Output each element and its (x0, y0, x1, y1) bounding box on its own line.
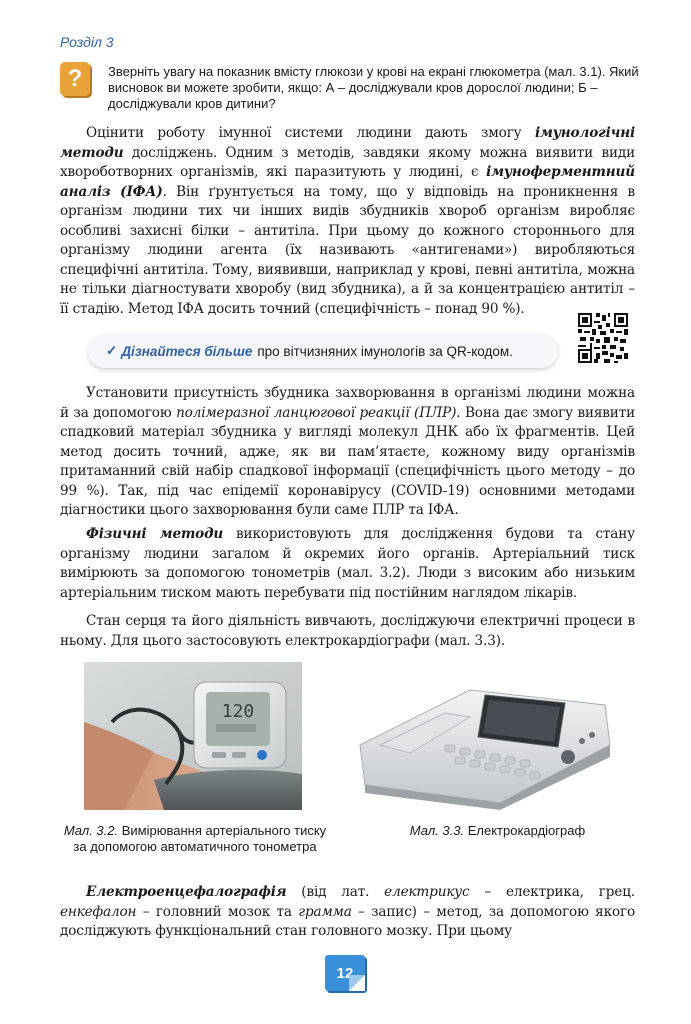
learn-more-label: Дізнайтеся більше (121, 343, 253, 359)
ecg-photo (350, 675, 615, 810)
paragraph-physical-methods: Фізичні методи використовують для дослідження будови та стану організму людини загалом й окремих його органів. Артеріальний тиск вимірюють за допомогою тонометрів (мал. 3.2). Люди з високим або низьким артеріальним тиском мають перебувати під постійним наглядом лікарів. (60, 526, 635, 601)
section-label: Розділ 3 (60, 34, 114, 50)
paragraph-ecg: Стан серця та його діяльність вивчають, досліджуючи електричні процеси в ньому. Для цього застосовують електрокардіографи (мал. 3.3). (60, 613, 635, 649)
learn-more-text: про вітчизняних імунологів за QR-кодом. (257, 343, 513, 359)
tonometer-photo (84, 662, 302, 810)
paragraph-immunological: Оцінити роботу імунної системи людини дають змогу імунологічні методи досліджень. Одним з методів, завдяки якому можна виявити види хвороботворних організмів, які паразитують у людині, є імуноферментний аналіз (ІФА). Він ґрунтується на тому, що у відповідь на проникнення в організм людини тих чи інших видів збудників хвороб організм виробляє особливі захисні білки – антитіла. При цьому до кожного стороннього для організму людини агента (їх називають «антигенами») виробляються специфічні антитіла. Тому, виявивши, наприклад у крові, певні антитіла, можна не тільки діагностувати хворобу (вид збудника), а й за концентрацією антитіл – її стадію. Метод ІФА досить точний (специфічність – понад 90 %). (60, 125, 635, 317)
term-physical-methods: Фізичні методи (86, 526, 224, 542)
question-icon: ? (60, 62, 90, 96)
question-text: Зверніть увагу на показник вмісту глюкози у крові на екрані глюкометра (мал. 3.1). Який висновок ви можете зробити, якщо: А – досліджували кров дорослої людини; Б – досліджували кров дитини? (108, 64, 639, 111)
paragraph-eeg: Електроенцефалографія (від лат. електрикус – електрика, грец. енкефалон – головний мозок та грамма – запис) – метод, за допомогою якого досліджують функціональний стан головного мозку. При цьому (60, 884, 635, 939)
term-eeg: Електроенцефалографія (86, 884, 287, 900)
learn-more-box (88, 334, 558, 368)
figure-caption-3-3: Мал. 3.3. Електрокардіограф (409, 823, 586, 838)
term-ifa: імуноферментний аналіз (ІФА) (60, 164, 635, 200)
term-immunological-methods: імунологічні методи (60, 125, 635, 161)
figure-caption-3-2: Мал. 3.2. Вимірювання артеріального тиску за допомогою автоматичного тонометра (63, 823, 327, 854)
tonometer-display: 120 (221, 701, 255, 722)
qr-code-icon[interactable] (578, 313, 628, 363)
check-icon: ✓ (106, 343, 118, 358)
term-pcr: полімеразної ланцюгової реакції (ПЛР) (176, 404, 457, 421)
page-number: 12 (325, 955, 365, 991)
paragraph-pcr: Установити присутність збудника захворювання в організмі людини можна й за допомогою полімеразної ланцюгової реакції (ПЛР). Вона дає змогу виявити спадковий матеріал збудника у вигляді молекул ДНК або їх фрагментів. Цей метод досить точний, адже, як ви пам’ятаєте, кожному виду організмів притаманний свій набір спадкової інформації (специфічність цього методу – до 99 %). Так, під час епідемії коронавірусу (COVID-19) основними методами діагностики цього захворювання були саме ПЛР та ІФА. (60, 385, 635, 518)
